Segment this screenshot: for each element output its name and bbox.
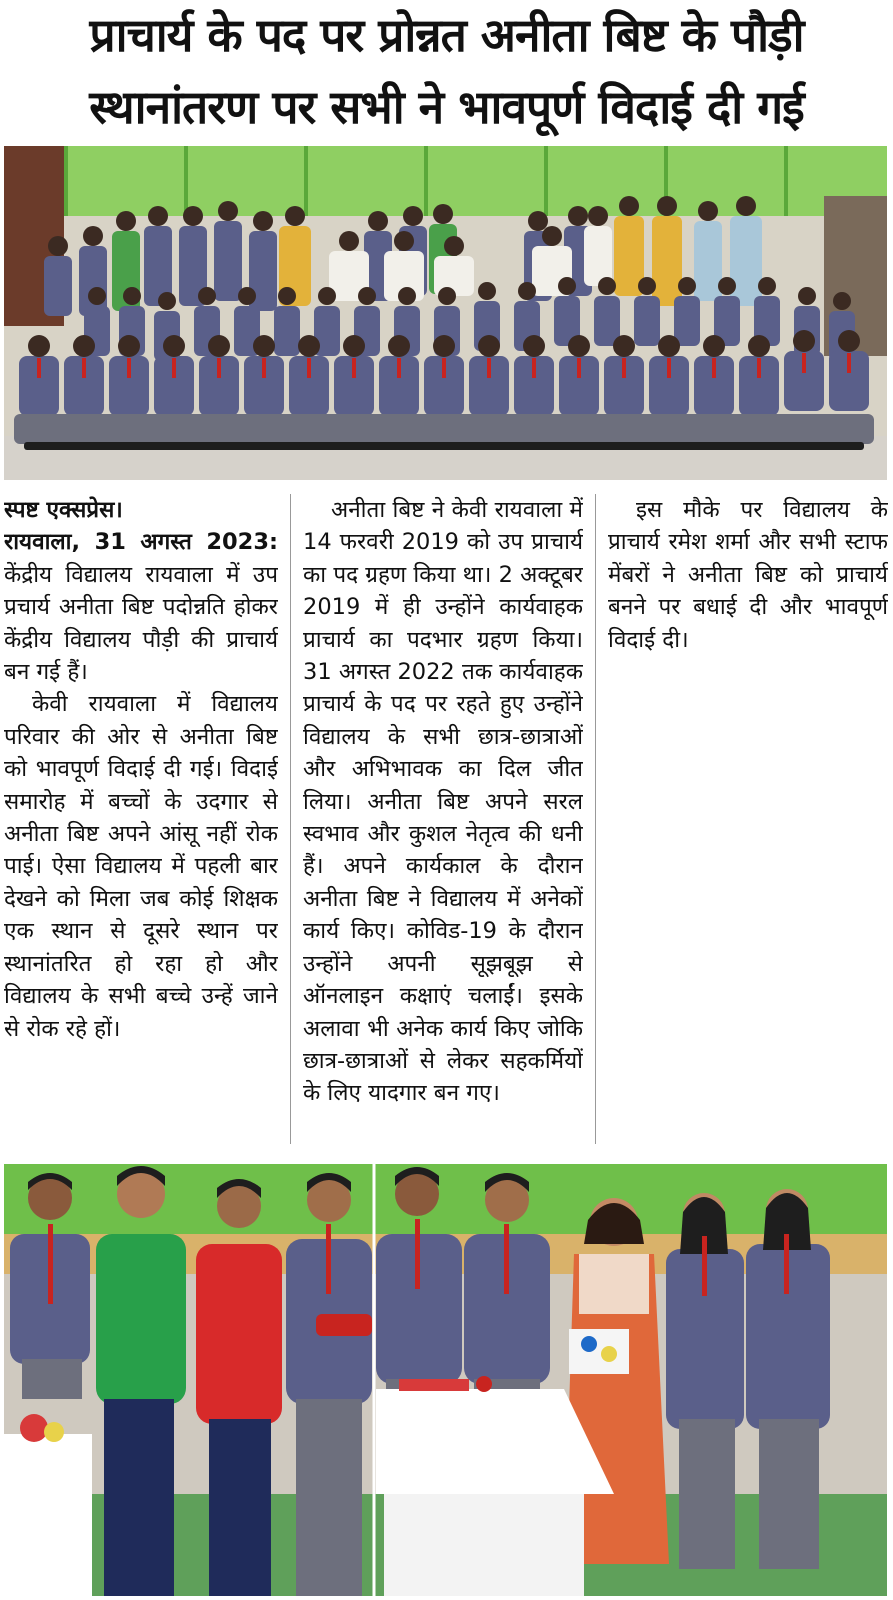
- group-photo: [4, 146, 887, 480]
- article-paragraph-3: अनीता बिष्ट ने केवी रायवाला में 14 फरवरी 2019 को उप प्राचार्य का पद ग्रहण किया था। 2 अक्टूबर 2019 में ही उन्होंने कार्यवाहक प्राचार्य का पदभार ग्रहण किया। 31 अगस्त 2022 तक कार्यवाहक प्राचार्य के पद पर रहते हुए उन्होंने विद्यालय के सभी छात्र-छात्राओं और अभिभावक का दिल जीत लिया। अनीता बिष्ट अपने सरल स्वभाव और कुशल नेतृत्व की धनी हैं। अपने कार्यकाल के दौरान अनीता बिष्ट ने विद्यालय में अनेकों कार्य किए। कोविड-19 के दौरान उन्होंने अपनी सूझबूझ से ऑनलाइन कक्षाएं चलाईं। इसके अलावा भी अनेक कार्य किए जोकि छात्र-छात्राओं से लेकर सहकर्मियों के लिए यादगार बन गए।: [303, 497, 583, 1107]
- article-paragraph-2: केवी रायवाला में विद्यालय परिवार की ओर से अनीता बिष्ट को भावपूर्ण विदाई दी गई। विदाई समारोह में बच्चों के उदगार से अनीता बिष्ट अपने आंसू नहीं रोक पाई। ऐसा विद्यालय में पहली बार देखने को मिला जब कोई शिक्षक एक स्थान से दूसरे स्थान पर स्थानांतरित हो रहा हो और विद्यालय के सभी बच्चे उन्हें जाने से रोक रहे हों।: [4, 691, 278, 1042]
- article-column-2: [303, 494, 583, 1154]
- article-paragraph-4: इस मौके पर विद्यालय के प्राचार्य रमेश शर्मा और सभी स्टाफ मेंबरों ने अनीता बिष्ट को प्राचार्य बनने पर बधाई दी और भावपूर्ण विदाई दी।: [608, 497, 888, 653]
- headline-line-2: स्थानांतरण पर सभी ने भावपूर्ण विदाई दी गई: [89, 80, 804, 134]
- article-paragraph-1: केंद्रीय विद्यालय रायवाला में उप प्रचार्य अनीता बिष्ट पदोन्नति होकर केंद्रीय विद्यालय पौड़ी की प्राचार्य बन गई हैं।: [4, 561, 278, 686]
- column-divider: [290, 494, 291, 1144]
- farewell-photo: [4, 1164, 887, 1596]
- article-column-1: [4, 494, 278, 1154]
- article-dateline: रायवाला, 31 अगस्त 2023:: [4, 529, 278, 556]
- group-photo-illustration: [4, 146, 887, 480]
- article-text-col1: [4, 494, 278, 688]
- column-divider: [595, 494, 596, 1144]
- article-source: स्पष्ट एक्सप्रेस।: [4, 497, 123, 523]
- article-column-3: [608, 494, 888, 1154]
- headline-line-1: प्राचार्य के पद पर प्रोन्नत अनीता बिष्ट के पौड़ी: [89, 8, 804, 62]
- farewell-photo-illustration: [4, 1164, 887, 1596]
- headline: [0, 0, 893, 150]
